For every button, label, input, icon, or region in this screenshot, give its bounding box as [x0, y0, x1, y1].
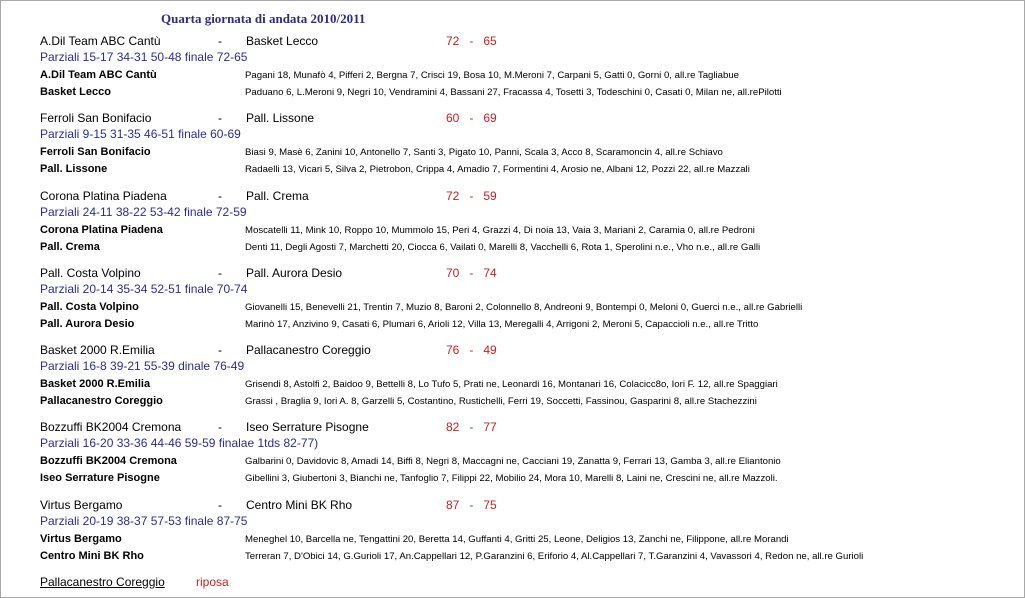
home-roster-team: Virtus Bergamo	[40, 533, 122, 545]
partial-scores: Parziali 24-11 38-22 53-42 finale 72-59	[40, 205, 247, 219]
match-score: 87 - 75	[446, 498, 497, 512]
home-roster-players: Meneghel 10, Barcella ne, Tengattini 20, Beretta 14, Guffanti 4, Gritti 25, Leone, Deligios 13, Zanchi ne, Filippone, all.re Morandi	[245, 534, 789, 545]
home-team: Basket 2000 R.Emilia	[40, 343, 155, 357]
home-roster-line	[0, 299, 1025, 316]
away-roster-players: Marinò 17, Anzivino 9, Casati 6, Plumari 6, Arioli 12, Villa 13, Meregalli 4, Arrigoni 2, Meroni 5, Capaccioli n.e., all.re Tritto	[245, 319, 759, 330]
match-score: 76 - 49	[446, 343, 497, 357]
away-team: Pall. Lissone	[246, 111, 315, 125]
game-block	[0, 188, 1025, 266]
match-line	[0, 419, 1025, 435]
away-roster-players: Paduano 6, L.Meroni 9, Negri 10, Vendramini 4, Bassani 27, Fracassa 4, Tosetti 3, Todeschini 0, Casati 0, Milan ne, all.rePilotti	[245, 87, 782, 98]
home-roster-line	[0, 144, 1025, 161]
home-roster-players: Giovanelli 15, Benevelli 21, Trentin 7, Muzio 8, Baroni 2, Colonnello 8, Andreoni 9, Bontempi 0, Meloni 0, Guerci n.e., all.re Gabrielli	[245, 302, 803, 313]
bye-label: riposa	[196, 575, 229, 589]
match-dash: -	[218, 343, 222, 357]
away-team: Pall. Aurora Desio	[246, 266, 343, 280]
home-roster-team: Basket 2000 R.Emilia	[40, 378, 151, 390]
game-block	[0, 342, 1025, 420]
away-roster-team: Pall. Lissone	[40, 163, 108, 175]
partial-scores: Parziali 16-20 33-36 44-46 59-59 finalae 1tds 82-77)	[40, 436, 319, 450]
home-roster-players: Moscatelli 11, Mink 10, Roppo 10, Mummolo 15, Peri 4, Grazzi 4, Di noia 13, Vaia 3, Mariani 2, Caramia 0, all.re Pedroni	[245, 225, 755, 236]
away-team: Pallacanestro Coreggio	[246, 343, 371, 357]
away-roster-players: Gibellini 3, Giubertoni 3, Bianchi ne, Tanfoglio 7, Filippi 22, Mobilio 24, Mora 10, Marelli 8, Laini ne, Crescini ne, all.re Mazzoli.	[245, 473, 778, 484]
partial-scores: Parziali 16-8 39-21 55-39 dinale 76-49	[40, 359, 245, 373]
match-score: 70 - 74	[446, 266, 497, 280]
home-team: A.Dil Team ABC Cantù	[40, 34, 161, 48]
home-roster-line	[0, 67, 1025, 84]
match-dash: -	[218, 189, 222, 203]
away-team: Basket Lecco	[246, 34, 319, 48]
match-line	[0, 342, 1025, 358]
match-line	[0, 265, 1025, 281]
away-team: Iseo Serrature Pisogne	[246, 420, 369, 434]
match-line	[0, 110, 1025, 126]
match-score: 72 - 65	[446, 34, 497, 48]
home-roster-players: Galbarini 0, Davidovic 8, Amadi 14, Biffi 8, Negri 8, Maccagni ne, Cacciani 19, Zanatta 9, Ferrari 13, Gamba 3, all.re Eliantonio	[245, 456, 781, 467]
away-roster-line	[0, 84, 1025, 101]
home-roster-team: Ferroli San Bonifacio	[40, 146, 151, 158]
partial-scores: Parziali 20-14 35-34 52-51 finale 70-74	[40, 282, 248, 296]
home-roster-team: Pall. Costa Volpino	[40, 301, 139, 313]
home-team: Corona Platina Piadena	[40, 189, 167, 203]
game-block	[0, 33, 1025, 111]
away-roster-players: Grassi , Braglia 9, Iori A. 8, Garzelli 5, Costantino, Rustichelli, Ferri 19, Soccetti, Fassinou, Gasparini 8, all.re Stachezzini	[245, 396, 757, 407]
partial-scores: Parziali 9-15 31-35 46-51 finale 60-69	[40, 127, 241, 141]
match-score: 60 - 69	[446, 111, 497, 125]
away-roster-team: Iseo Serrature Pisogne	[40, 472, 160, 484]
game-block	[0, 497, 1025, 575]
away-roster-line	[0, 470, 1025, 487]
partial-scores: Parziali 15-17 34-31 50-48 finale 72-65	[40, 50, 248, 64]
match-score: 82 - 77	[446, 420, 497, 434]
away-team: Centro Mini BK Rho	[246, 498, 353, 512]
home-roster-players: Pagani 18, Munafò 4, Pifferi 2, Bergna 7, Crisci 19, Bosa 10, M.Meroni 7, Carpani 5, Gatti 0, Gorni 0, all.re Tagliabue	[245, 70, 739, 81]
away-roster-players: Denti 11, Degli Agosti 7, Marchetti 20, Ciocca 6, Vailati 0, Marelli 8, Vacchelli 6, Rota 1, Sperolini n.e., Vho n.e., all.re Galli	[245, 242, 761, 253]
home-team: Pall. Costa Volpino	[40, 266, 141, 280]
home-team: Virtus Bergamo	[40, 498, 123, 512]
away-roster-line	[0, 239, 1025, 256]
away-roster-players: Radaelli 13, Vicari 5, Silva 2, Pietrobon, Crippa 4, Amadio 7, Formentini 4, Arosio ne, Albani 12, Pozzi 22, all.re Mazzali	[245, 164, 750, 175]
home-roster-team: Corona Platina Piadena	[40, 224, 163, 236]
game-block	[0, 265, 1025, 343]
match-dash: -	[218, 111, 222, 125]
away-roster-line	[0, 393, 1025, 410]
away-roster-line	[0, 161, 1025, 178]
away-team: Pall. Crema	[246, 189, 309, 203]
bye-team: Pallacanestro Coreggio	[40, 575, 165, 589]
game-block	[0, 419, 1025, 497]
home-roster-line	[0, 222, 1025, 239]
away-roster-team: Pallacanestro Coreggio	[40, 395, 163, 407]
home-team: Ferroli San Bonifacio	[40, 111, 152, 125]
home-roster-line	[0, 531, 1025, 548]
away-roster-team: Pall. Aurora Desio	[40, 318, 135, 330]
home-roster-line	[0, 376, 1025, 393]
page-title: Quarta giornata di andata 2010/2011	[161, 11, 366, 26]
match-dash: -	[218, 266, 222, 280]
game-block	[0, 110, 1025, 188]
away-roster-team: Basket Lecco	[40, 86, 111, 98]
away-roster-players: Terreran 7, D'Obici 14, G.Gurioli 17, An.Cappellari 12, P.Garanzini 6, Eriforio 4, Al.Cappellari 7, T.Garanzini 4, Vavassori 4, Redon ne, all.re Gurioli	[245, 551, 864, 562]
away-roster-team: Centro Mini BK Rho	[40, 550, 144, 562]
match-dash: -	[218, 498, 222, 512]
match-line	[0, 33, 1025, 49]
match-line	[0, 188, 1025, 204]
home-roster-line	[0, 453, 1025, 470]
match-dash: -	[218, 420, 222, 434]
away-roster-line	[0, 548, 1025, 565]
away-roster-line	[0, 316, 1025, 333]
match-dash: -	[218, 34, 222, 48]
partial-scores: Parziali 20-19 38-37 57-53 finale 87-75	[40, 514, 248, 528]
home-roster-team: Bozzuffi BK2004 Cremona	[40, 455, 177, 467]
match-score: 72 - 59	[446, 189, 497, 203]
match-line	[0, 497, 1025, 513]
home-roster-players: Biasi 9, Masè 6, Zanini 10, Antonello 7, Santi 3, Pigato 10, Panni, Scala 3, Acco 8, Scaramoncin 4, all.re Schiavo	[245, 147, 723, 158]
away-roster-team: Pall. Crema	[40, 241, 100, 253]
home-team: Bozzuffi BK2004 Cremona	[40, 420, 182, 434]
home-roster-team: A.Dil Team ABC Cantù	[40, 69, 157, 81]
home-roster-players: Grisendi 8, Astolfi 2, Baidoo 9, Bettelli 8, Lo Tufo 5, Prati ne, Leonardi 16, Montanari 16, Colacicc8o, Iori F. 12, all.re Spaggiari	[245, 379, 778, 390]
